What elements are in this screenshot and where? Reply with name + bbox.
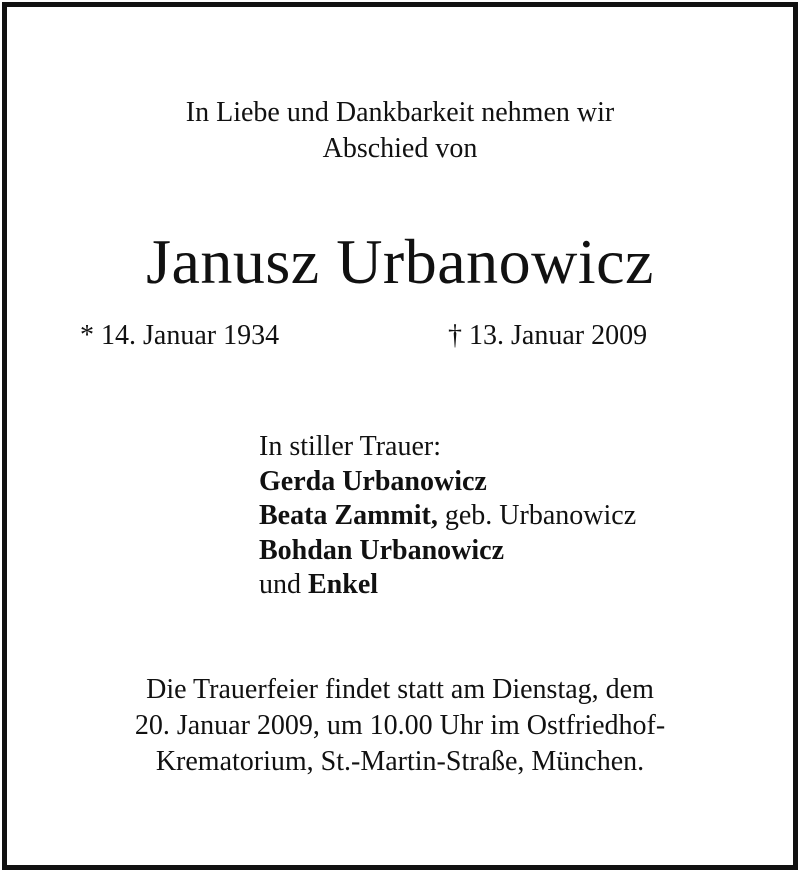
- mourner-item: [259, 568, 636, 603]
- birth-date: * 14. Januar 1934: [80, 320, 280, 351]
- deceased-name: Janusz Urbanowicz: [146, 226, 654, 297]
- mourner-name: Gerda Urbanowicz: [259, 465, 487, 497]
- ceremony-line-2: 20. Januar 2009, um 10.00 Uhr im Ostfriedhof-: [134, 710, 666, 741]
- mourner-maiden-name: geb. Urbanowicz: [437, 500, 637, 531]
- intro-text: [0, 95, 800, 167]
- mourner-item: [259, 465, 636, 500]
- mourner-name: Bohdan Urbanowicz: [259, 534, 505, 566]
- intro-line-1: In Liebe und Dankbarkeit nehmen wir: [185, 97, 615, 128]
- grandchildren-prefix: und: [259, 569, 308, 600]
- mourner-name: Beata Zammit,: [259, 500, 438, 531]
- ceremony-line-3: Krematorium, St.-Martin-Straße, München.: [155, 746, 645, 777]
- ceremony-details: [0, 672, 800, 780]
- mourner-item: [259, 499, 636, 534]
- grandchildren-label: Enkel: [308, 569, 379, 600]
- mourners-list: [259, 430, 636, 603]
- death-date: † 13. Januar 2009: [448, 320, 648, 351]
- mourners-heading: In stiller Trauer:: [259, 431, 441, 462]
- ceremony-line-1: Die Trauerfeier findet statt am Dienstag, dem: [146, 674, 654, 705]
- mourner-item: [259, 534, 636, 569]
- intro-line-2: Abschied von: [322, 133, 478, 164]
